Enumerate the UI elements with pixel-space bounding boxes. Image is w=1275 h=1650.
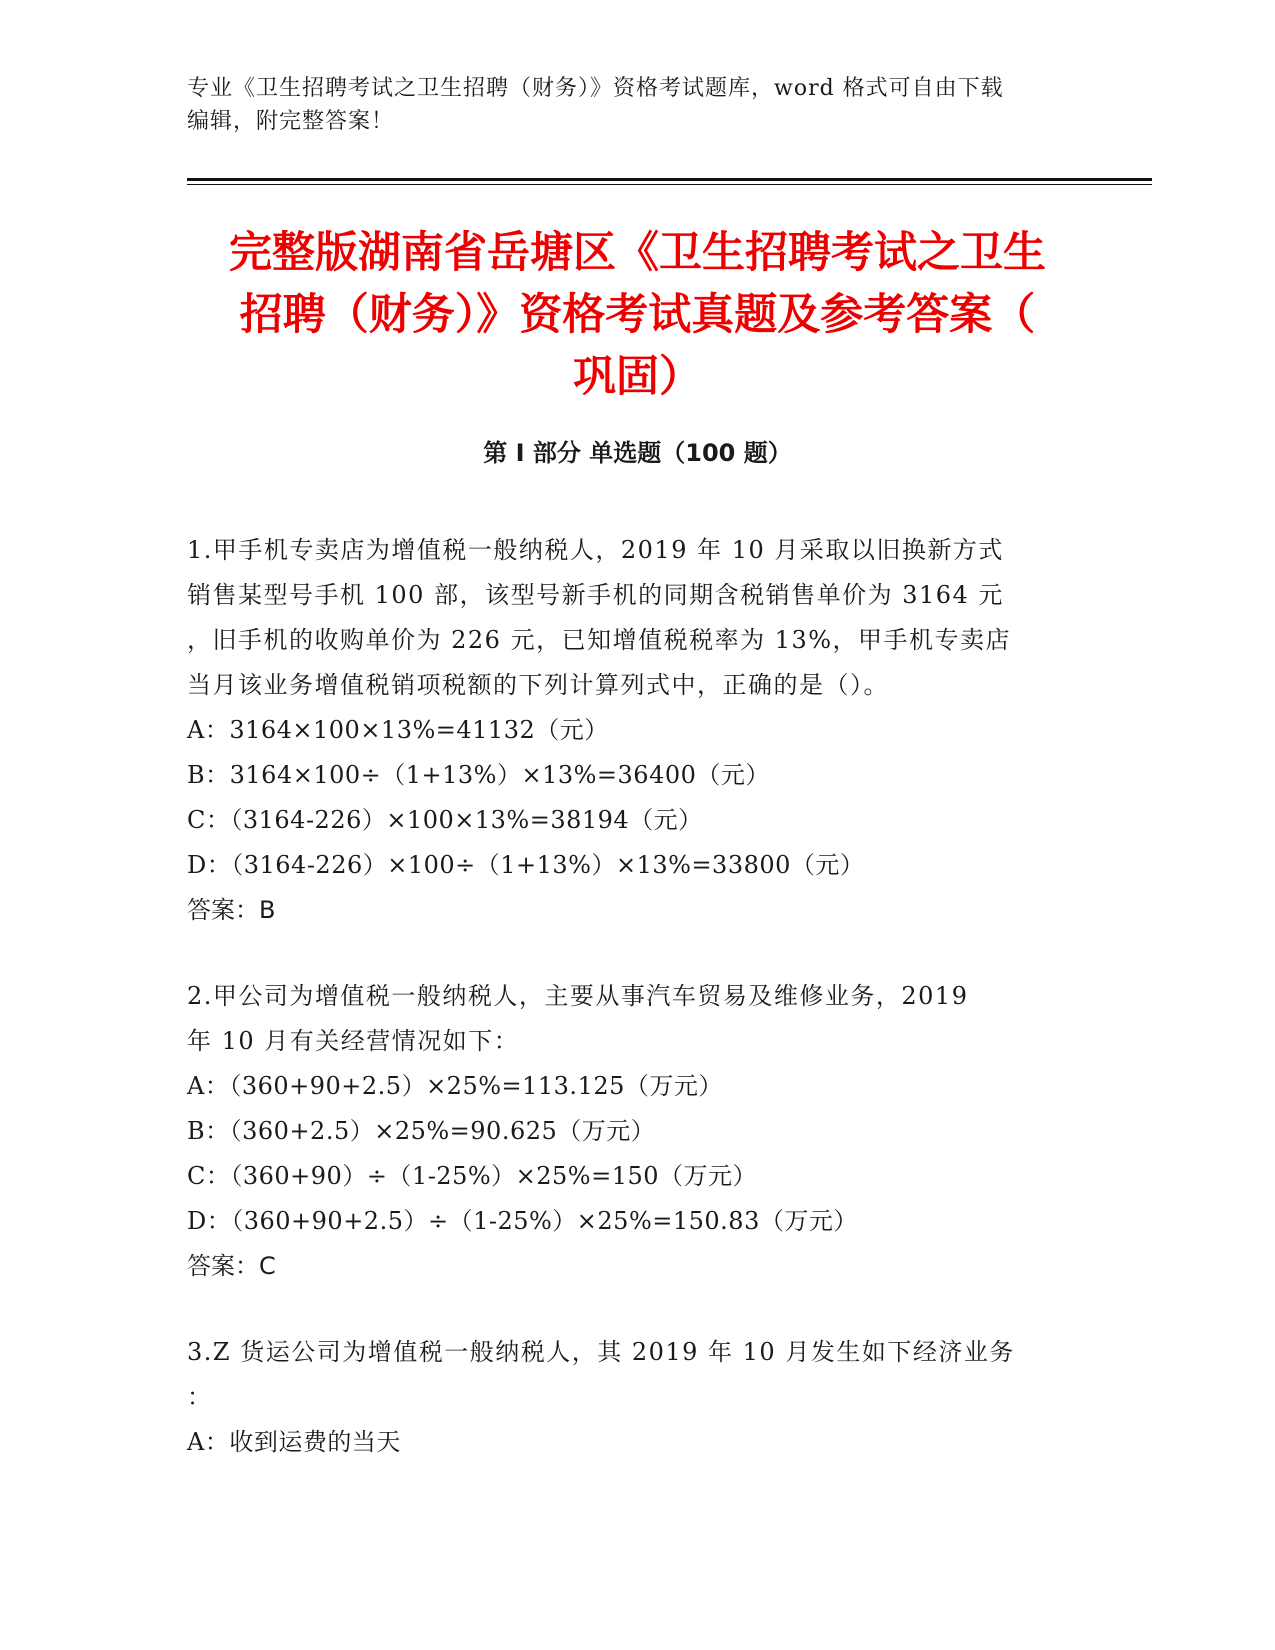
header-divider-thick [187, 178, 1152, 181]
question-1-option-d: D：（3164-226）×100÷（1+13%）×13%=33800（元） [187, 851, 865, 879]
document-title-line-2: 招聘（财务）》资格考试真题及参考答案（ [239, 290, 1036, 340]
question-stem-line: 2.甲公司为增值税一般纳税人，主要从事汽车贸易及维修业务，2019 [187, 982, 969, 1010]
question-stem-line: 3.Z 货运公司为增值税一般纳税人，其 2019 年 10 月发生如下经济业务 [187, 1338, 1015, 1366]
question-2 [187, 974, 1087, 1289]
question-stem-line: 当月该业务增值税销项税额的下列计算列式中，正确的是（）。 [187, 671, 889, 699]
question-2-stem [187, 974, 1087, 1064]
question-2-answer: 答案：C [187, 1252, 276, 1280]
question-stem-line: 1.甲手机专卖店为增值税一般纳税人，2019 年 10 月采取以旧换新方式 [187, 536, 1004, 564]
question-3-option-a: A：收到运费的当天 [187, 1428, 401, 1456]
document-title-line-1: 完整版湖南省岳塘区《卫生招聘考试之卫生 [229, 228, 1046, 278]
question-1 [187, 528, 1087, 933]
question-1-option-a: A：3164×100×13%=41132（元） [187, 716, 609, 744]
question-2-option-a: A：（360+90+2.5）×25%=113.125（万元） [187, 1072, 723, 1100]
question-2-option-b: B：（360+2.5）×25%=90.625（万元） [187, 1117, 656, 1145]
question-spacer [187, 1289, 1087, 1330]
question-list [187, 528, 1087, 1465]
document-title [150, 222, 1125, 408]
question-2-option-d: D：（360+90+2.5）÷（1-25%）×25%=150.83（万元） [187, 1207, 858, 1235]
question-stem-line: ，旧手机的收购单价为 226 元，已知增值税税率为 13%，甲手机专卖店 [187, 626, 1012, 654]
question-3-stem [187, 1330, 1087, 1420]
header-note-line-1: 专业《卫生招聘考试之卫生招聘（财务）》资格考试题库，word 格式可自由下载 [187, 76, 1004, 101]
header-note-line-2: 编辑，附完整答案！ [187, 109, 395, 134]
question-stem-line: 年 10 月有关经营情况如下： [187, 1027, 520, 1055]
question-1-stem [187, 528, 1087, 708]
question-2-option-c: C：（360+90）÷（1-25%）×25%=150（万元） [187, 1162, 758, 1190]
question-stem-line: ： [187, 1383, 213, 1411]
question-1-answer: 答案：B [187, 896, 276, 924]
document-title-line-3: 巩固） [573, 352, 702, 402]
question-1-option-b: B：3164×100÷（1+13%）×13%=36400（元） [187, 761, 770, 789]
question-3 [187, 1330, 1087, 1465]
section-heading: 第 I 部分 单选题（100 题） [483, 439, 792, 467]
question-stem-line: 销售某型号手机 100 部，该型号新手机的同期含税销售单价为 3164 元 [187, 581, 1004, 609]
question-1-option-c: C：（3164-226）×100×13%=38194（元） [187, 806, 703, 834]
header-note [187, 72, 1087, 138]
header-divider-thin [187, 184, 1152, 185]
question-spacer [187, 933, 1087, 974]
